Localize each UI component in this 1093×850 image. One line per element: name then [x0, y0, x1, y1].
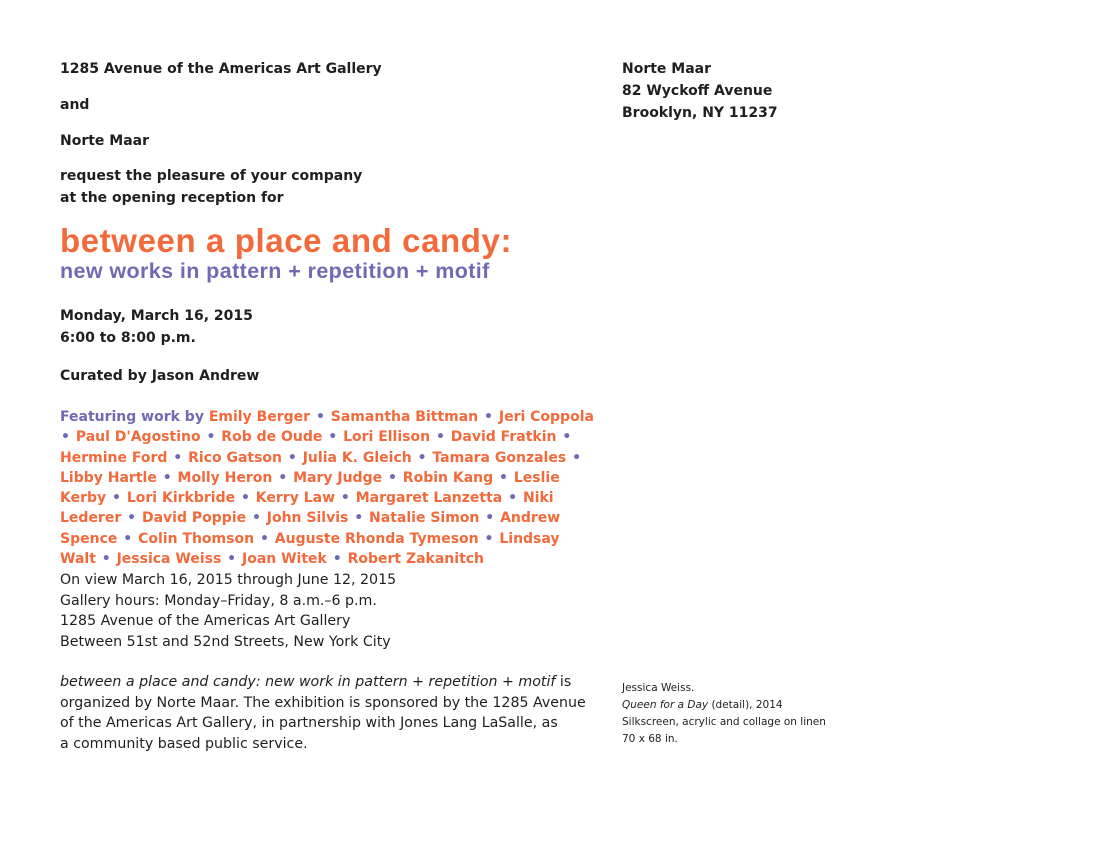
artist-separator: • — [287, 449, 297, 466]
artist-name: Andrew Spence — [60, 510, 561, 547]
credits — [60, 672, 586, 754]
artist-name: John Silvis — [266, 510, 349, 527]
artist-name: Jeri Coppola — [498, 409, 594, 425]
artist-name: Lori Ellison — [343, 429, 431, 446]
artist-name: Niki Lederer — [60, 490, 554, 527]
artist-name: Kerry Law — [255, 490, 336, 507]
event-time: 6:00 to 8:00 p.m. — [60, 330, 196, 346]
artist-name: Natalie Simon — [369, 510, 480, 527]
artist-separator: • — [508, 490, 518, 507]
artist-separator: • — [572, 449, 582, 466]
image-caption — [622, 680, 826, 748]
artist-name: Mary Judge — [293, 469, 383, 486]
caption-work-title: Queen for a Day — [622, 699, 709, 711]
artist-separator: • — [278, 469, 288, 486]
artist-name: Tamara Gonzales — [432, 449, 567, 466]
exhibition-subtitle: new works in pattern + repetition + motif — [60, 259, 490, 283]
artist-separator: • — [387, 469, 397, 486]
artist-separator: • — [484, 409, 493, 425]
caption-dimensions: 70 x 68 in. — [622, 733, 678, 745]
host-gallery: 1285 Avenue of the Americas Art Gallery — [60, 61, 382, 77]
gallery-location: Between 51st and 52nd Streets, New York City — [60, 633, 391, 650]
gallery-hours: Gallery hours: Monday–Friday, 8 a.m.–6 p.m. — [60, 592, 377, 609]
request-line-2: at the opening reception for — [60, 190, 284, 206]
artist-name: David Fratkin — [450, 429, 557, 446]
caption-work-detail: (detail), 2014 — [708, 699, 783, 711]
artist-separator: • — [162, 469, 172, 486]
request-line-1: request the pleasure of your company — [60, 168, 363, 184]
artist-separator: • — [61, 429, 70, 446]
return-address-name: Norte Maar — [622, 61, 712, 77]
artist-name: Colin Thomson — [138, 530, 255, 547]
artist-name: Joan Witek — [242, 551, 327, 568]
artist-name: Hermine Ford — [60, 449, 168, 466]
artist-separator: • — [251, 510, 261, 527]
artist-name: Rico Gatson — [188, 449, 283, 466]
featured-artists — [60, 407, 600, 569]
artist-separator: • — [328, 429, 338, 446]
gallery-name: 1285 Avenue of the Americas Art Gallery — [60, 613, 351, 629]
return-address-city: Brooklyn, NY 11237 — [622, 105, 778, 121]
artist-name: Emily Berger — [208, 409, 311, 425]
artist-separator: • — [417, 449, 427, 466]
artist-separator: • — [340, 490, 350, 507]
exhibition-title: between a place and candy: — [60, 222, 513, 259]
artist-name: Leslie Kerby — [60, 469, 560, 507]
artist-name: Samantha Bittman — [330, 409, 479, 425]
artist-separator: • — [315, 409, 325, 425]
credits-title: between a place and candy: new work in pattern + repetition + motif — [60, 674, 556, 690]
artist-name: Julia K. Gleich — [302, 449, 412, 466]
host-conjunction: and — [60, 97, 90, 113]
artist-name: Jessica Weiss — [116, 551, 222, 568]
caption-medium: Silkscreen, acrylic and collage on linen — [622, 716, 826, 728]
artist-separator: • — [173, 449, 183, 466]
artist-separator: • — [112, 490, 121, 507]
artist-name: Molly Heron — [177, 469, 273, 486]
artist-separator: • — [240, 490, 250, 507]
return-address — [622, 58, 778, 124]
artist-separator: • — [101, 551, 111, 568]
artist-separator: • — [484, 530, 494, 547]
event-date: Monday, March 16, 2015 — [60, 308, 253, 324]
artist-separator: • — [562, 429, 572, 446]
artist-name: Margaret Lanzetta — [355, 490, 503, 507]
artist-separator: • — [206, 429, 216, 446]
artist-name: Rob de Oude — [221, 429, 323, 446]
artist-name: Paul D'Agostino — [75, 429, 201, 446]
viewing-info — [60, 570, 396, 652]
viewing-dates: On view March 16, 2015 through June 12, 2015 — [60, 572, 397, 588]
artist-separator: • — [227, 551, 237, 568]
artist-name: Auguste Rhonda Tymeson — [274, 530, 479, 547]
artist-name: Lori Kirkbride — [126, 490, 236, 507]
curator-line: Curated by Jason Andrew — [60, 368, 260, 384]
artist-name: Lindsay Walt — [60, 530, 560, 568]
artist-separator: • — [354, 510, 364, 527]
credits-line-2: organized by Norte Maar. The exhibition is sponsored by the 1285 Avenue — [60, 694, 586, 711]
caption-title-line — [622, 697, 826, 714]
credits-line-4: a community based public service. — [60, 735, 308, 752]
return-address-street: 82 Wyckoff Avenue — [622, 83, 773, 99]
credits-line-1 — [60, 672, 586, 693]
artist-name: Robin Kang — [402, 469, 494, 486]
credits-line-3: of the Americas Art Gallery, in partnership with Jones Lang LaSalle, as — [60, 715, 558, 731]
featuring-label: Featuring work by — [60, 409, 204, 425]
artist-separator: • — [332, 551, 342, 568]
artist-name: Libby Hartle — [60, 469, 157, 486]
artist-separator: • — [499, 469, 508, 486]
artist-list — [60, 409, 594, 567]
artist-separator: • — [127, 510, 137, 527]
artist-name: David Poppie — [141, 510, 247, 527]
artist-separator: • — [435, 429, 445, 446]
artist-separator: • — [123, 530, 133, 547]
artist-separator: • — [485, 510, 495, 527]
credits-is: is — [555, 674, 572, 690]
host-norte-maar: Norte Maar — [60, 133, 150, 149]
caption-artist: Jessica Weiss. — [622, 682, 695, 694]
artist-separator: • — [259, 530, 269, 547]
artist-name: Robert Zakanitch — [347, 551, 485, 568]
